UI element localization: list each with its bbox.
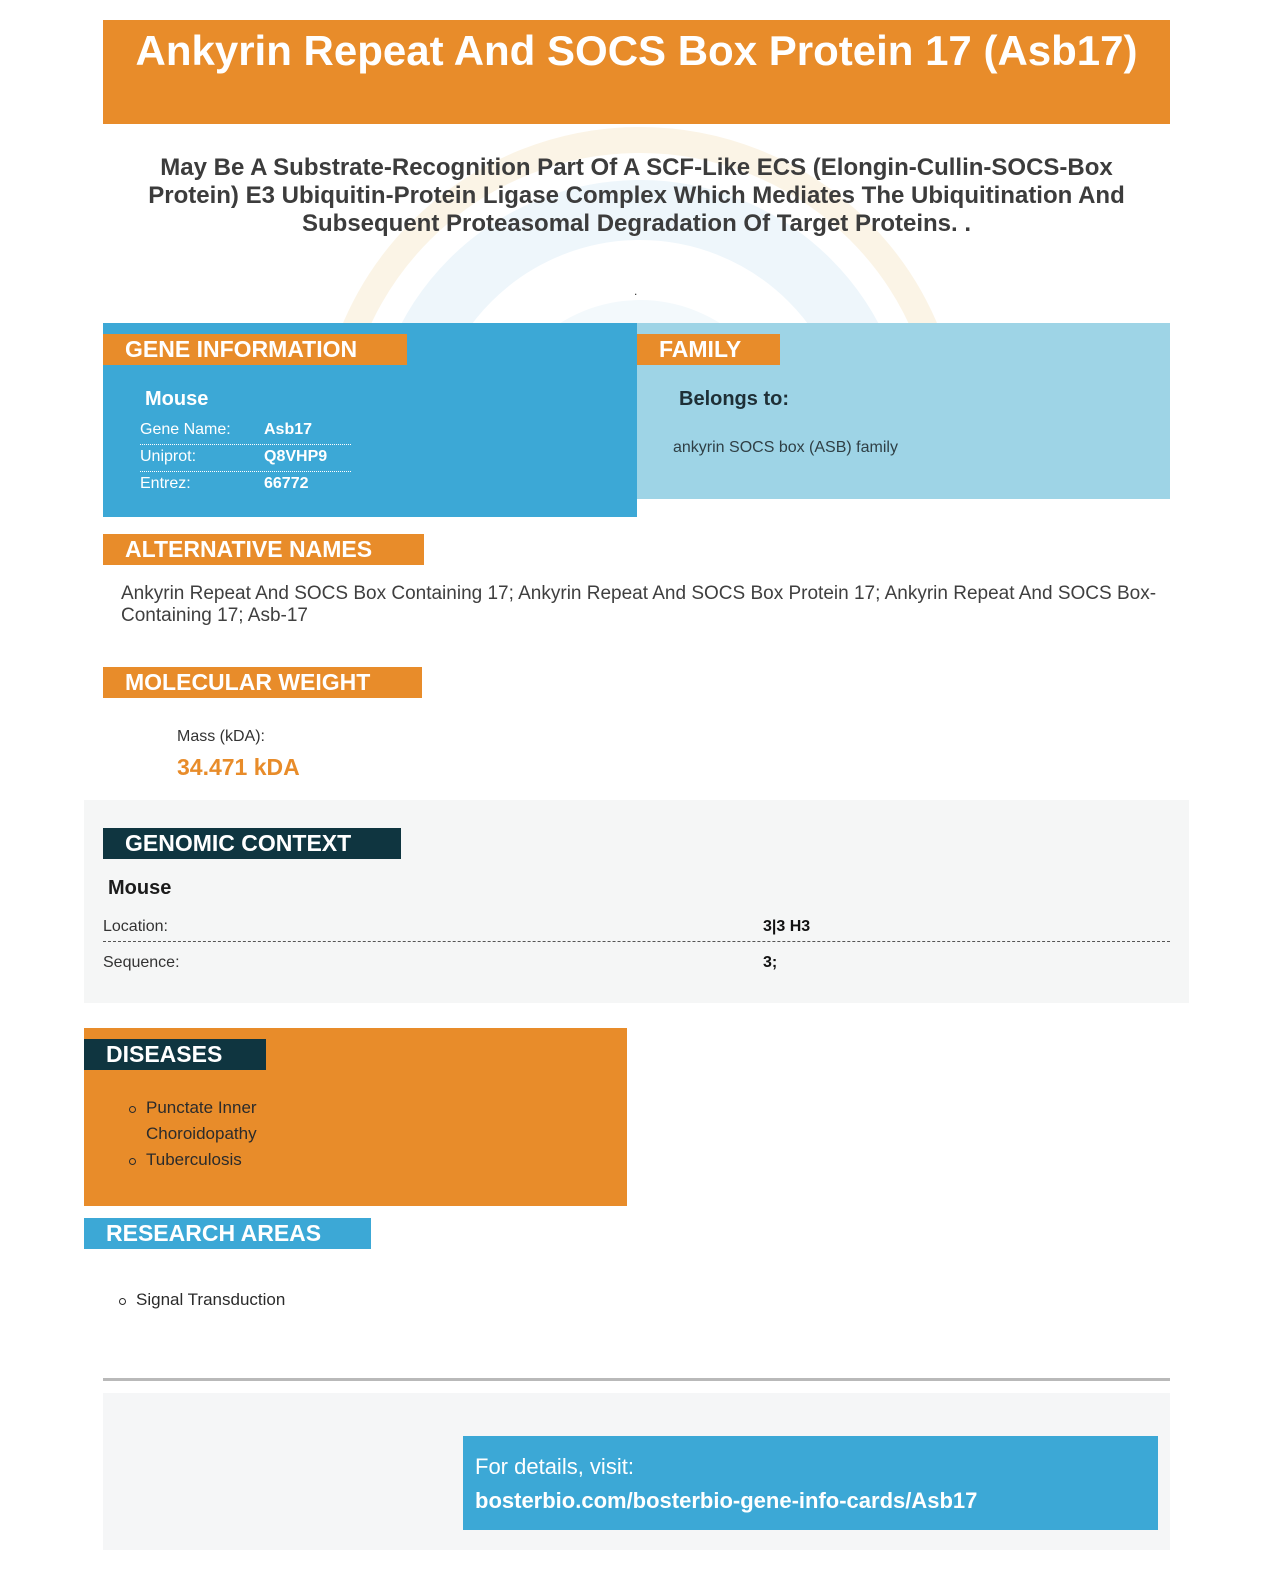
molecular-weight-heading: MOLECULAR WEIGHT [103, 667, 422, 698]
gene-info-table [140, 418, 351, 499]
protein-summary: May Be A Substrate-Recognition Part Of A SCF-Like ECS (Elongin-Cullin-SOCS-Box Protein) E3 Ubiquitin-Protein Ligase Complex Which Mediates The Ubiquitination And Subsequent Proteasomal Degradation Of Target Proteins. . [148, 154, 1125, 237]
belongs-to-label: Belongs to: [679, 388, 789, 410]
research-areas-list [136, 1287, 285, 1313]
footer-divider [103, 1378, 1170, 1381]
location-row [103, 914, 1170, 942]
list-item: Signal Transduction [136, 1287, 285, 1313]
alternative-names-heading: ALTERNATIVE NAMES [103, 534, 424, 565]
location-value: 3|3 H3 [763, 918, 811, 935]
summary-dot: . [634, 284, 638, 298]
gene-name-label: Gene Name: [140, 421, 231, 438]
genomic-species: Mouse [108, 877, 172, 899]
details-link[interactable]: bosterbio.com/bosterbio-gene-info-cards/Asb17 [475, 1488, 978, 1513]
entrez-label: Entrez: [140, 475, 191, 492]
gene-name-value: Asb17 [264, 421, 313, 438]
diseases-heading: DISEASES [84, 1039, 266, 1070]
entrez-value: 66772 [264, 475, 309, 492]
gene-species: Mouse [145, 388, 209, 410]
sequence-value: 3; [763, 954, 778, 971]
diseases-list [146, 1095, 346, 1173]
uniprot-label: Uniprot: [140, 448, 197, 465]
uniprot-value: Q8VHP9 [264, 448, 328, 465]
family-text: ankyrin SOCS box (ASB) family [673, 439, 898, 456]
mass-value: 34.471 kDA [177, 754, 300, 780]
page-title: Ankyrin Repeat And SOCS Box Protein 17 (Asb17) [103, 20, 1170, 124]
research-areas-heading: RESEARCH AREAS [84, 1218, 371, 1249]
visit-label: For details, visit: [475, 1454, 634, 1479]
location-label: Location: [103, 918, 168, 935]
gene-information-heading: GENE INFORMATION [103, 334, 407, 365]
visit-box [463, 1436, 1158, 1530]
family-heading: FAMILY [637, 334, 780, 365]
sequence-label: Sequence: [103, 954, 180, 971]
list-item: Punctate Inner Choroidopathy [146, 1095, 346, 1147]
genomic-context-heading: GENOMIC CONTEXT [103, 828, 401, 859]
entrez-row [140, 472, 351, 499]
uniprot-row [140, 445, 351, 472]
gene-name-row [140, 418, 351, 445]
alternative-names-text: Ankyrin Repeat And SOCS Box Containing 17; Ankyrin Repeat And SOCS Box Protein 17; Ankyrin Repeat And SOCS Box-Containing 17; Asb-17 [121, 583, 1157, 626]
mass-label: Mass (kDA): [177, 728, 265, 745]
sequence-row [103, 950, 1170, 978]
list-item: Tuberculosis [146, 1147, 346, 1173]
